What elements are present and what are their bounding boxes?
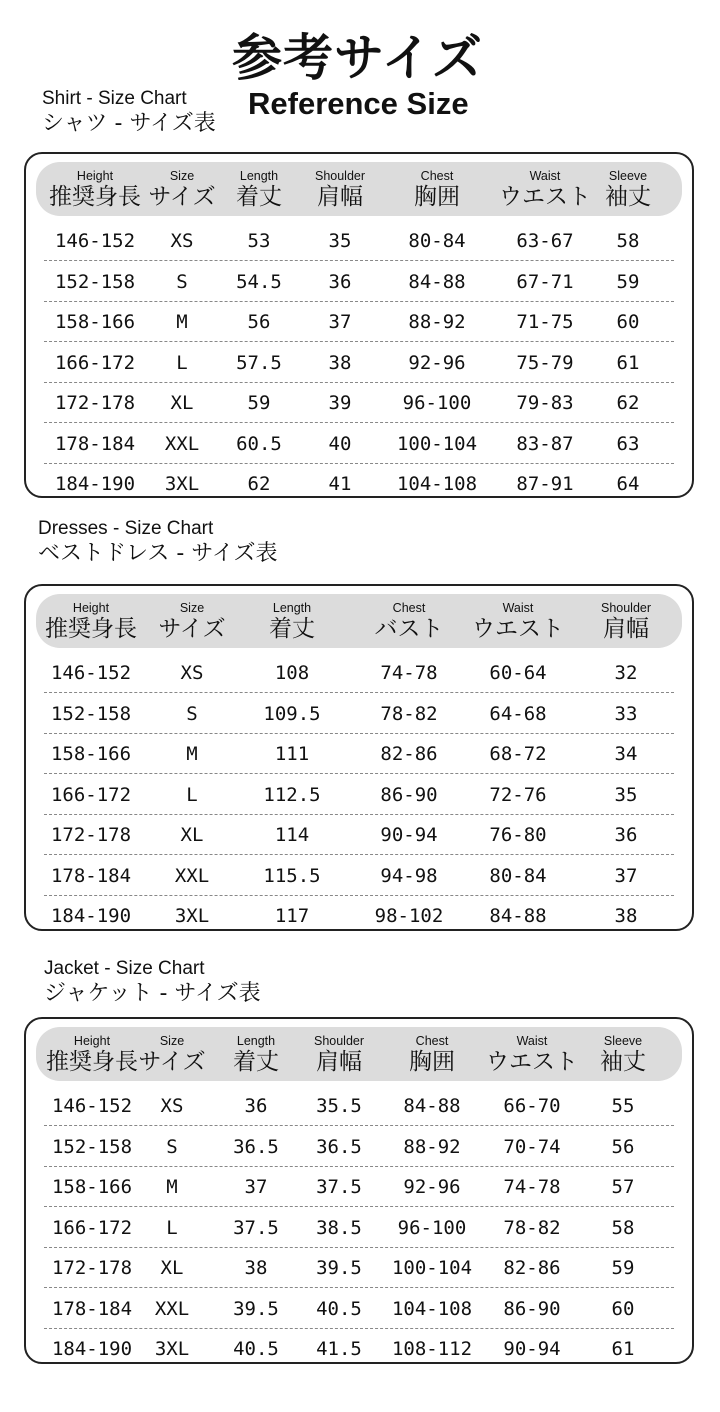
column-header-jp: 推奨身長 [46,1049,138,1075]
column-header [472,602,564,643]
column-header-en: Chest [392,601,426,615]
column-header [269,602,315,643]
section-title-en: Shirt - Size Chart [42,88,187,109]
table-cell: XL [180,824,204,846]
table-cell: 184-190 [54,473,136,495]
table-cell: 82-86 [503,1257,561,1279]
table-cell: 86-90 [503,1297,561,1320]
column-header-en: Height [72,601,110,615]
section-heading [44,958,261,1008]
table-cell: 53 [247,230,271,252]
column-header [601,602,651,643]
table-cell: 84-88 [489,905,547,927]
column-header-jp: サイズ [138,1049,206,1075]
table-cell: 96-100 [397,1216,467,1239]
column-header-jp: 肩幅 [602,616,649,642]
table-cell: 34 [614,743,638,765]
table-cell: 158-166 [54,311,136,333]
column-header [45,602,137,643]
table-cell: 178-184 [50,864,132,887]
table-cell: 80-84 [489,864,547,887]
table-row [44,423,674,464]
table-cell: 38.5 [316,1216,362,1239]
table-cell: 104-108 [396,473,478,495]
table-cell: 36 [328,270,352,293]
table-row [44,693,674,734]
table-cell: 92-96 [403,1176,461,1198]
table-cell: 79-83 [516,392,574,414]
table-cell: S [186,702,198,725]
table-row [44,301,674,342]
size-table [24,584,694,931]
table-row [44,1085,674,1126]
table-cell: 109.5 [263,702,321,725]
column-header-en: Chest [415,1034,449,1048]
column-header-en: Sleeve [608,169,648,183]
table-cell: 37 [328,311,352,333]
table-cell: 90-94 [380,824,438,846]
table-cell: L [176,351,188,374]
section-title-en: Jacket - Size Chart [44,958,205,979]
column-header-jp: バスト [374,616,444,642]
table-cell: 62 [616,392,640,414]
column-header-en: Shoulder [600,601,652,615]
table-cell: 35 [328,230,352,252]
column-header-en: Waist [529,169,561,183]
table-cell: 96-100 [402,392,472,414]
table-cell: 54.5 [236,270,282,293]
table-cell: L [166,1216,178,1239]
table-row [44,855,674,896]
table-cell: 64 [616,473,640,495]
table-cell: 152-158 [50,702,132,725]
table-cell: 61 [611,1338,635,1360]
table-cell: 66-70 [503,1095,561,1117]
table-cell: 38 [614,905,638,927]
table-cell: 60-64 [489,662,547,684]
column-header-en: Waist [516,1034,548,1048]
table-cell: XL [170,392,194,414]
column-header-en: Waist [502,601,534,615]
table-cell: 39 [328,392,352,414]
table-cell: 39.5 [233,1297,279,1320]
column-header-jp: 着丈 [233,1049,279,1075]
column-header-en: Shoulder [313,1034,365,1048]
size-table [24,152,694,498]
table-cell: 35.5 [316,1095,362,1117]
table-cell: 152-158 [51,1135,133,1158]
table-row [44,774,674,815]
table-cell: 92-96 [408,351,466,374]
section-title-en: Dresses - Size Chart [38,518,214,539]
table-cell: 3XL [164,473,200,495]
table-cell: 63 [616,432,640,455]
table-cell: 60 [616,311,640,333]
table-cell: 90-94 [503,1338,561,1360]
table-cell: 172-178 [50,824,132,846]
table-cell: 86-90 [380,783,438,806]
table-cell: 82-86 [380,743,438,765]
size-table [24,1017,694,1364]
section-heading [38,518,278,568]
table-cell: 70-74 [503,1135,561,1158]
table-cell: 78-82 [380,702,438,725]
table-row [44,652,674,693]
column-header [600,1035,646,1076]
table-cell: 146-152 [54,230,136,252]
column-header-jp: 肩幅 [316,184,363,210]
table-cell: 32 [614,662,638,684]
column-header-jp: 袖丈 [605,184,651,210]
table-cell: 178-184 [54,432,136,455]
column-header-jp: 胸囲 [409,1049,455,1075]
table-cell: 184-190 [50,905,132,927]
table-cell: 172-178 [51,1257,133,1279]
column-header-en: Length [272,601,312,615]
column-header [486,1035,578,1076]
table-cell: 114 [274,824,310,846]
table-cell: 56 [247,311,271,333]
table-cell: 60.5 [236,432,282,455]
table-cell: 100-104 [391,1257,473,1279]
table-cell: 75-79 [516,351,574,374]
table-cell: 64-68 [489,702,547,725]
column-header-jp: ウエスト [486,1049,578,1075]
table-cell: 84-88 [403,1095,461,1117]
column-header-jp: サイズ [158,616,226,642]
column-header-jp: 推奨身長 [45,616,137,642]
table-header [36,162,682,216]
table-header [36,1027,682,1081]
table-cell: 152-158 [54,270,136,293]
table-cell: 3XL [174,905,210,927]
table-row [44,1166,674,1207]
page-title-jp: 参考サイズ [232,29,483,87]
column-header [158,602,225,643]
table-cell: 100-104 [396,432,478,455]
column-header [315,170,365,211]
table-cell: 58 [616,230,640,252]
column-header [236,170,282,211]
table-row [44,733,674,774]
table-cell: 37.5 [316,1176,362,1198]
table-cell: M [186,743,198,765]
table-cell: 184-190 [51,1338,133,1360]
table-row [44,814,674,855]
table-cell: 94-98 [380,864,438,887]
table-cell: 35 [614,783,638,806]
table-cell: 61 [616,351,640,374]
table-row [44,1328,674,1368]
column-header-jp: 胸囲 [414,184,460,210]
section-title-jp: シャツ - サイズ表 [42,111,216,136]
table-cell: 112.5 [263,783,321,806]
table-cell: XXL [174,864,210,887]
table-cell: 88-92 [408,311,466,333]
column-header [148,170,215,211]
table-cell: 57 [611,1176,635,1198]
column-header [375,602,444,643]
column-header [414,170,460,211]
table-cell: 111 [274,743,310,765]
table-cell: XXL [154,1297,190,1320]
table-cell: 36.5 [316,1135,362,1158]
table-cell: 104-108 [391,1297,473,1320]
table-cell: 62 [247,473,271,495]
table-cell: 108-112 [391,1338,473,1360]
table-cell: 108 [274,662,310,684]
table-cell: 59 [247,392,271,414]
column-header [46,1035,138,1076]
table-cell: 98-102 [374,905,444,927]
table-cell: 38 [244,1257,268,1279]
table-cell: 166-172 [51,1216,133,1239]
table-cell: 72-76 [489,783,547,806]
table-cell: 55 [611,1095,635,1117]
column-header-en: Size [159,1034,185,1048]
column-header-en: Size [169,169,195,183]
column-header-jp: 袖丈 [600,1049,646,1075]
table-row [44,1207,674,1248]
table-cell: 166-172 [50,783,132,806]
column-header [138,1035,205,1076]
table-cell: 41 [328,473,352,495]
column-header-jp: 着丈 [236,184,282,210]
column-header-jp: 推奨身長 [49,184,141,210]
table-cell: 67-71 [516,270,574,293]
table-cell: 59 [616,270,640,293]
column-header-en: Size [179,601,205,615]
table-cell: 88-92 [403,1135,461,1158]
table-cell: 37 [614,864,638,887]
table-cell: M [166,1176,178,1198]
column-header-jp: サイズ [148,184,216,210]
table-cell: 115.5 [263,864,321,887]
column-header-jp: ウエスト [499,184,591,210]
column-header-en: Shoulder [314,169,366,183]
table-row [44,1247,674,1288]
table-cell: XS [160,1095,184,1117]
table-cell: 38 [328,351,352,374]
column-header-en: Height [76,169,114,183]
section-title-jp: ジャケット - サイズ表 [44,981,261,1006]
table-cell: 146-152 [51,1095,133,1117]
table-cell: 74-78 [503,1176,561,1198]
table-cell: L [186,783,198,806]
table-cell: 158-166 [50,743,132,765]
table-cell: XS [180,662,204,684]
table-cell: XXL [164,432,200,455]
table-cell: M [176,311,188,333]
column-header [49,170,141,211]
column-header [314,1035,364,1076]
table-cell: 83-87 [516,432,574,455]
table-cell: 40.5 [233,1338,279,1360]
table-header [36,594,682,648]
table-cell: 36 [614,824,638,846]
table-row [44,1126,674,1167]
table-cell: 57.5 [236,351,282,374]
table-cell: 117 [274,905,310,927]
section-title-jp: ベストドレス - サイズ表 [38,541,278,566]
table-cell: XL [160,1257,184,1279]
table-cell: 37.5 [233,1216,279,1239]
table-cell: 39.5 [316,1257,362,1279]
table-cell: 40 [328,432,352,455]
table-row [44,342,674,383]
table-row [44,463,674,503]
table-cell: 3XL [154,1338,190,1360]
table-cell: 41.5 [316,1338,362,1360]
column-header-en: Height [73,1034,111,1048]
table-cell: 56 [611,1135,635,1158]
table-row [44,895,674,935]
table-cell: 84-88 [408,270,466,293]
table-cell: 63-67 [516,230,574,252]
column-header-en: Chest [420,169,454,183]
column-header-en: Length [236,1034,276,1048]
table-cell: 68-72 [489,743,547,765]
table-cell: 37 [244,1176,268,1198]
column-header [233,1035,279,1076]
table-cell: S [166,1135,178,1158]
column-header-jp: 着丈 [269,616,315,642]
table-cell: 36 [244,1095,268,1117]
column-header-en: Length [239,169,279,183]
page-title-en: Reference Size [248,86,469,121]
column-header [499,170,591,211]
table-cell: 158-166 [51,1176,133,1198]
table-row [44,1288,674,1329]
table-row [44,382,674,423]
column-header-en: Sleeve [603,1034,643,1048]
table-cell: 58 [611,1216,635,1239]
table-row [44,220,674,261]
table-cell: 78-82 [503,1216,561,1239]
table-cell: 74-78 [380,662,438,684]
table-cell: 40.5 [316,1297,362,1320]
column-header [605,170,651,211]
table-cell: XS [170,230,194,252]
table-cell: 76-80 [489,824,547,846]
column-header [409,1035,455,1076]
section-heading [42,88,216,138]
table-cell: 33 [614,702,638,725]
table-cell: 87-91 [516,473,574,495]
table-cell: 80-84 [408,230,466,252]
table-cell: 166-172 [54,351,136,374]
table-cell: 146-152 [50,662,132,684]
table-cell: 36.5 [233,1135,279,1158]
table-cell: 59 [611,1257,635,1279]
column-header-jp: 肩幅 [315,1049,362,1075]
table-row [44,261,674,302]
table-cell: S [176,270,188,293]
table-cell: 172-178 [54,392,136,414]
column-header-jp: ウエスト [472,616,564,642]
table-cell: 71-75 [516,311,574,333]
table-cell: 60 [611,1297,635,1320]
table-cell: 178-184 [51,1297,133,1320]
